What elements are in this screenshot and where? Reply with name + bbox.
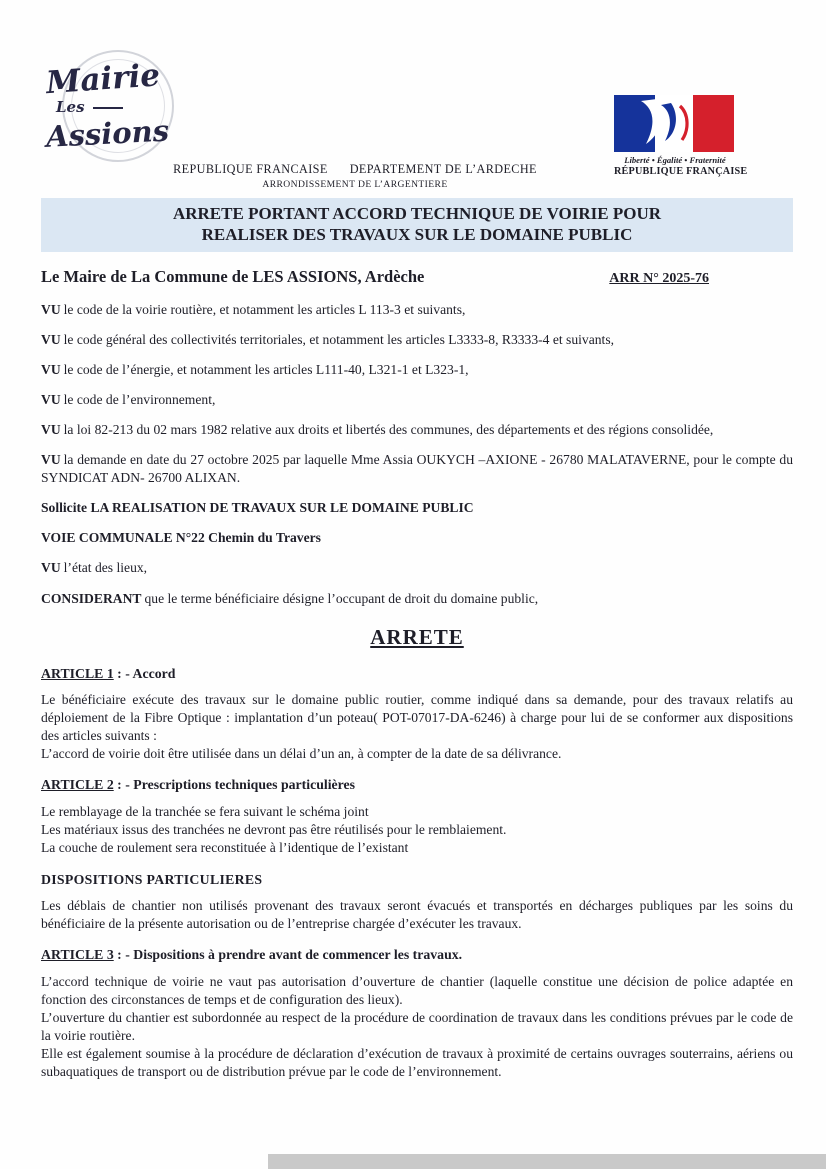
logo-text-mairie: Mairie bbox=[44, 57, 162, 102]
dispositions-paragraph: Les déblais de chantier non utilisés provenant des travaux seront évacués et transportés en décharges publiques par les soins du bénéficiaire de la présente autorisation ou de l’entreprise chargée d’exécuter les travaux. bbox=[41, 898, 793, 932]
sollicite-line: Sollicite LA REALISATION DE TRAVAUX SUR LE DOMAINE PUBLIC bbox=[41, 500, 474, 516]
article-3-paragraph: L’accord technique de voirie ne vaut pas autorisation d’ouverture de chantier (laquelle constitue une décision de police adaptée en fonction des circonstances de temps et de configuration des lieux). bbox=[41, 973, 793, 1007]
article-2-body bbox=[41, 803, 793, 857]
article-2-paragraph: Les matériaux issus des tranchées ne devront pas être réutilisés pour le remblaiement. bbox=[41, 821, 507, 837]
recital-considerant bbox=[41, 590, 793, 608]
administrative-header bbox=[150, 162, 560, 190]
article-3-body bbox=[41, 973, 793, 1081]
title-line-1: ARRETE PORTANT ACCORD TECHNIQUE DE VOIRIE POUR bbox=[172, 204, 662, 223]
recital-text: que le terme bénéficiaire désigne l’occupant de droit du domaine public, bbox=[144, 590, 539, 606]
article-2-paragraph: Le remblayage de la tranchée se fera suivant le schéma joint bbox=[41, 803, 369, 819]
article-2-number: ARTICLE 2 bbox=[41, 777, 114, 793]
title-line-2: REALISER DES TRAVAUX SUR LE DOMAINE PUBLIC bbox=[201, 225, 633, 245]
article-3-heading bbox=[41, 946, 793, 964]
arrete-number: ARR N° 2025-76 bbox=[609, 271, 709, 287]
marianne-flag-icon bbox=[614, 95, 734, 152]
article-1-paragraph: Le bénéficiaire exécute des travaux sur le domaine public routier, comme indiqué dans sa demande, pour des travaux relatifs au déploiement de la Fibre Optique : implantation d’un poteau( POT-07017-DA-6246) à charge pour lui de se conformer aux dispositions des articles suivants : bbox=[41, 691, 793, 744]
maire-heading: Le Maire de La Commune de LES ASSIONS, Ardèche bbox=[41, 267, 425, 287]
recital-vu-1 bbox=[41, 301, 793, 319]
departement-label: DEPARTEMENT DE L’ARDECHE bbox=[349, 162, 537, 176]
recital-vu-6 bbox=[41, 451, 793, 487]
article-3-paragraph: L’ouverture du chantier est subordonnée au respect de la procédure de coordination de travaux dans les conditions prévues par le code de la voirie routière. bbox=[41, 1009, 793, 1043]
subject-row bbox=[41, 266, 793, 289]
recital-vu-2 bbox=[41, 331, 793, 349]
logo-text-assions: Assions bbox=[45, 113, 170, 154]
recital-lead: VU bbox=[41, 422, 61, 438]
document-body bbox=[41, 198, 793, 1081]
mairie-logo bbox=[44, 57, 196, 175]
recital-lead: VU bbox=[41, 560, 61, 576]
recital-text: le code général des collectivités territoriales, et notamment les articles L3333-8, R3333-4 et suivants, bbox=[63, 331, 615, 347]
recital-text: l’état des lieux, bbox=[63, 560, 148, 576]
recital-vu-4 bbox=[41, 391, 793, 409]
liberte-egalite-fraternite-motto: Liberté • Égalité • Fraternité bbox=[624, 155, 726, 165]
article-2-paragraph: La couche de roulement sera reconstituée à l’identique de l’existant bbox=[41, 839, 409, 855]
arrete-heading bbox=[41, 624, 793, 652]
article-1-body bbox=[41, 691, 793, 763]
article-3-paragraph: Elle est également soumise à la procédure de déclaration d’exécution de travaux à proximité de certains ouvrages souterrains, aériens ou subaquatiques de transport ou de distribution prévue par le code de l’environnement. bbox=[41, 1045, 793, 1080]
article-2-title: : - Prescriptions techniques particulières bbox=[113, 777, 356, 793]
recital-lead: VU bbox=[41, 331, 61, 347]
recital-text: la demande en date du 27 octobre 2025 par laquelle Mme Assia OUKYCH –AXIONE - 26780 MALATAVERNE, pour le compte du SYNDICAT ADN- 26700 ALIXAN. bbox=[41, 452, 793, 486]
logo-text-les: Les bbox=[56, 98, 196, 116]
recital-etat-des-lieux bbox=[41, 559, 793, 577]
recital-lead: VU bbox=[41, 392, 61, 407]
recital-text: le code de l’environnement, bbox=[63, 392, 216, 407]
document-title bbox=[41, 198, 793, 252]
republique-francaise-logo bbox=[614, 95, 748, 177]
republique-departement-line bbox=[150, 162, 560, 177]
article-1-heading bbox=[41, 665, 793, 683]
recital-lead: CONSIDERANT bbox=[41, 590, 142, 606]
republique-label: REPUBLIQUE FRANCAISE bbox=[173, 162, 328, 176]
article-1-title: : - Accord bbox=[113, 665, 176, 681]
recital-text: la loi 82-213 du 02 mars 1982 relative aux droits et libertés des communes, des départements et des régions consolidée, bbox=[63, 422, 714, 438]
arrondissement-label: ARRONDISSEMENT DE L’ARGENTIERE bbox=[262, 179, 448, 190]
recital-lead: VU bbox=[41, 361, 61, 377]
dispositions-body bbox=[41, 897, 793, 933]
arrete-heading-text: ARRETE bbox=[370, 624, 464, 649]
recital-vu-5 bbox=[41, 421, 793, 439]
article-1-paragraph: L’accord de voirie doit être utilisée dans un délai d’un an, à compter de la date de sa délivrance. bbox=[41, 746, 562, 762]
article-3-title: : - Dispositions à prendre avant de commencer les travaux. bbox=[113, 947, 463, 963]
article-1-number: ARTICLE 1 bbox=[41, 665, 114, 681]
recital-text: le code de l’énergie, et notamment les articles L111-40, L321-1 et L323-1, bbox=[63, 361, 469, 377]
recital-vu-3 bbox=[41, 361, 793, 379]
recital-lead: VU bbox=[41, 452, 61, 468]
article-3-number: ARTICLE 3 bbox=[41, 947, 114, 963]
voie-communale-line: VOIE COMMUNALE N°22 Chemin du Travers bbox=[41, 530, 321, 546]
scan-edge-artifact bbox=[268, 1154, 826, 1169]
recital-lead: VU bbox=[41, 301, 61, 317]
article-2-heading bbox=[41, 776, 793, 794]
recital-text: le code de la voirie routière, et notamment les articles L 113-3 et suivants, bbox=[63, 301, 466, 317]
dispositions-particulieres-heading: DISPOSITIONS PARTICULIERES bbox=[41, 871, 263, 887]
republique-francaise-label: RÉPUBLIQUE FRANÇAISE bbox=[614, 166, 748, 177]
